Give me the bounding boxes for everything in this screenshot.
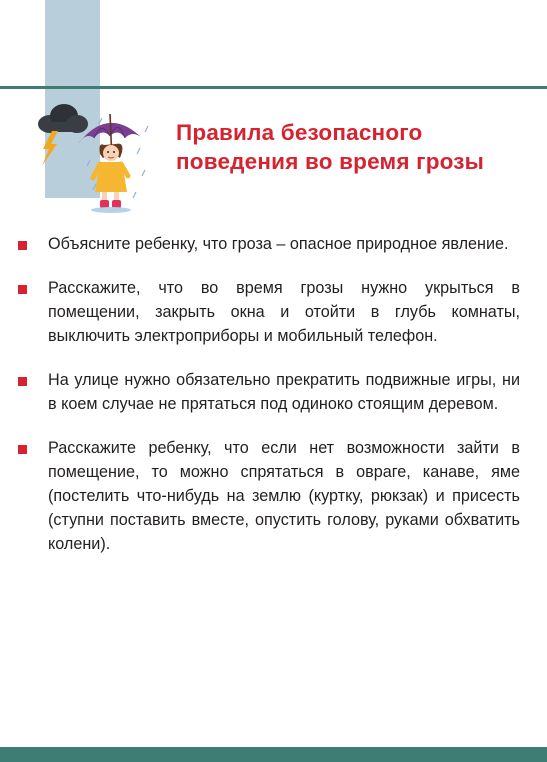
page-title xyxy=(176,118,536,176)
bullet-square-icon xyxy=(18,285,27,294)
rule-text: Объясните ребенку, что гроза – опасное природное явление. xyxy=(48,235,509,253)
lightning-icon xyxy=(42,131,58,166)
title-line-1: Правила безопасного xyxy=(176,120,423,145)
bottom-footer-band xyxy=(0,747,547,762)
rule-item xyxy=(18,232,520,256)
rule-text: Расскажите, что во время грозы нужно укрыться в помещении, закрыть окна и отойти в глубь комнаты, выключить электроприборы и мобильный телефон. xyxy=(48,279,520,345)
title-line-2: поведения во время грозы xyxy=(176,149,485,174)
rule-item xyxy=(18,436,520,556)
bullet-square-icon xyxy=(18,377,27,386)
safety-rules-list xyxy=(18,232,520,576)
bullet-square-icon xyxy=(18,241,27,250)
rule-text: На улице нужно обязательно прекратить подвижные игры, ни в коем случае не прятаться под одиноко стоящим деревом. xyxy=(48,371,520,413)
rule-item xyxy=(18,276,520,348)
storm-cloud-icon xyxy=(38,104,88,133)
child-in-raincoat-icon xyxy=(91,144,131,213)
rule-text: Расскажите ребенку, что если нет возможности зайти в помещение, то можно спрятаться в овраге, канаве, яме (постелить что-нибудь на землю (куртку, рюкзак) и присесть (ступни поставить вместе, опустить голову, руками обхватить колени). xyxy=(48,439,520,553)
storm-illustration xyxy=(30,100,155,220)
bullet-square-icon xyxy=(18,445,27,454)
rule-item xyxy=(18,368,520,416)
top-divider-line xyxy=(0,86,547,89)
